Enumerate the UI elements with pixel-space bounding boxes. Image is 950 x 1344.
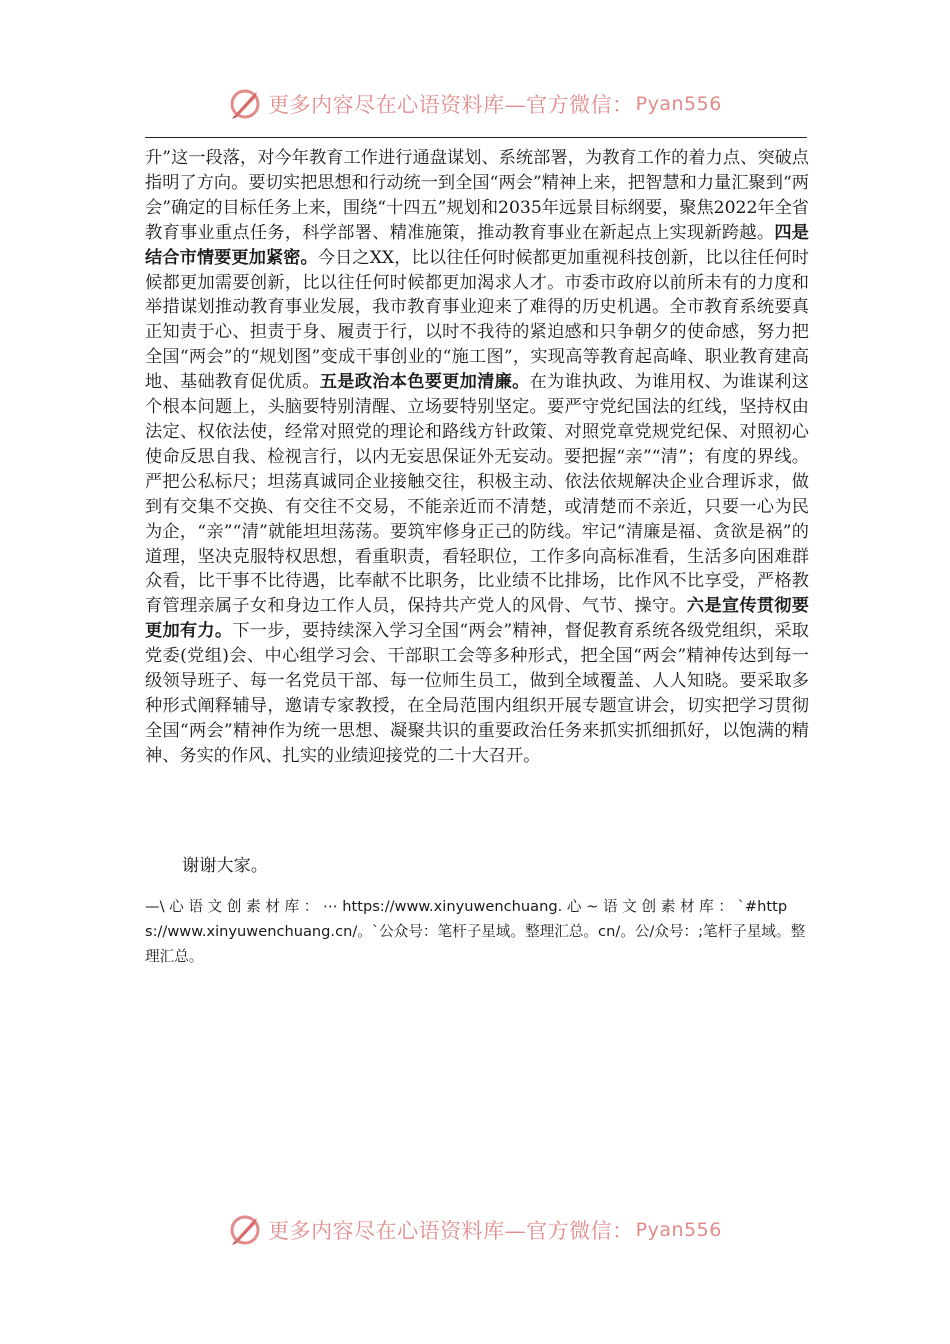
heading-four: 四是结合市情要更加紧密。	[145, 222, 809, 268]
pen-logo-icon	[228, 1212, 264, 1248]
footer-watermark	[0, 1210, 950, 1250]
body-text-2: 今日之XX，比以往任何时候都更加重视科技创新，比以往任何时候都更加需要创新，比以往任何时候都更加渴求人才。市委市政府以前所未有的力度和举措谋划推动教育事业发展，我市教育事业迎来了难得的历史机遇。全市教育系统要真正知责于心、担责于身、履责于行，以时不我待的紧迫感和只争朝夕的使命感，努力把全国“两会”的“规划图”变成干事创业的“施工图”，实现高等教育起高峰、职业教育建高地、基础教育促优质。	[145, 247, 809, 393]
header-watermark	[0, 84, 950, 124]
body-text-4: 下一步，要持续深入学习全国“两会”精神，督促教育系统各级党组织，采取党委(党组)会、中心组学习会、干部职工会等多种形式，把全国“两会”精神传达到每一级领导班子、每一名党员干部、每一位师生员工，做到全域覆盖、人人知晓。要采取多种形式阐释辅导，邀请专家教授，在全局范围内组织开展专题宣讲会，切实把学习贯彻全国“两会”精神作为统一思想、凝聚共识的重要政治任务来抓实抓细抓好，以饱满的精神、务实的作风、扎实的业绩迎接党的二十大召开。	[145, 621, 809, 766]
pen-logo-icon	[228, 86, 264, 122]
footer-note: —\ 心 语 文 创 素 材 库 ： ⋯ https://www.xinyuwenchuang. 心 ~ 语 文 创 素 材 库 ： `#https://www.xinyuwenchuang.cn/。`公众号：笔杆子星域。整理汇总。cn/。公/众号：;笔杆子星域。整理汇总。	[145, 898, 806, 965]
heading-five: 五是政治本色要更加清廉。	[319, 372, 530, 393]
watermark-wechat-id: Pyan556	[635, 1219, 722, 1241]
body-text-3: 在为谁执政、为谁用权、为谁谋利这个根本问题上，头脑要特别清醒、立场要特别坚定。要严守党纪国法的红线，坚持权由法定、权依法使，经常对照党的理论和路线方针政策、对照党章党规党纪保、对照初心使命反思自我、检视言行，以内无妄思保证外无妄动。要把握“亲”“清”；有度的界线。严把公私标尺；坦荡真诚同企业接触交往，积极主动、依法依规解决企业合理诉求，做到有交集不交换、有交往不交易，不能亲近而不清楚，或清楚而不亲近，只要一心为民为企，“亲”“清”就能坦坦荡荡。要筑牢修身正己的防线。牢记“清廉是福、贪欲是祸”的道理，坚决克服特权思想，看重职责，看轻职位，工作多向高标准看，生活多向困难群众看，比干事不比待遇，比奉献不比职务，比业绩不比排场，比作风不比享受，严格教育管理亲属子女和身边工作人员，保持共产党人的风骨、气节、操守。	[145, 372, 809, 617]
watermark-text: 更多内容尽在心语资料库—官方微信：	[268, 1219, 634, 1243]
header-rule	[145, 137, 807, 138]
watermark-wechat-id: Pyan556	[635, 93, 722, 115]
body-paragraph	[145, 146, 809, 769]
heading-six: 六是宣传贯彻要更加有力。	[145, 596, 809, 642]
body-text-1: 升”这一段落，对今年教育工作进行通盘谋划、系统部署，为教育工作的着力点、突破点指明了方向。要切实把思想和行动统一到全国“两会”精神上来，把智慧和力量汇聚到“两会”确定的目标任务上来，围绕“十四五”规划和2035年远景目标纲要，聚焦2022年全省教育事业重点任务，科学部署、精准施策，推动教育事业在新起点上实现新跨越。	[145, 148, 809, 243]
watermark-text: 更多内容尽在心语资料库—官方微信：	[268, 93, 634, 117]
closing-line: 谢谢大家。	[182, 856, 268, 876]
